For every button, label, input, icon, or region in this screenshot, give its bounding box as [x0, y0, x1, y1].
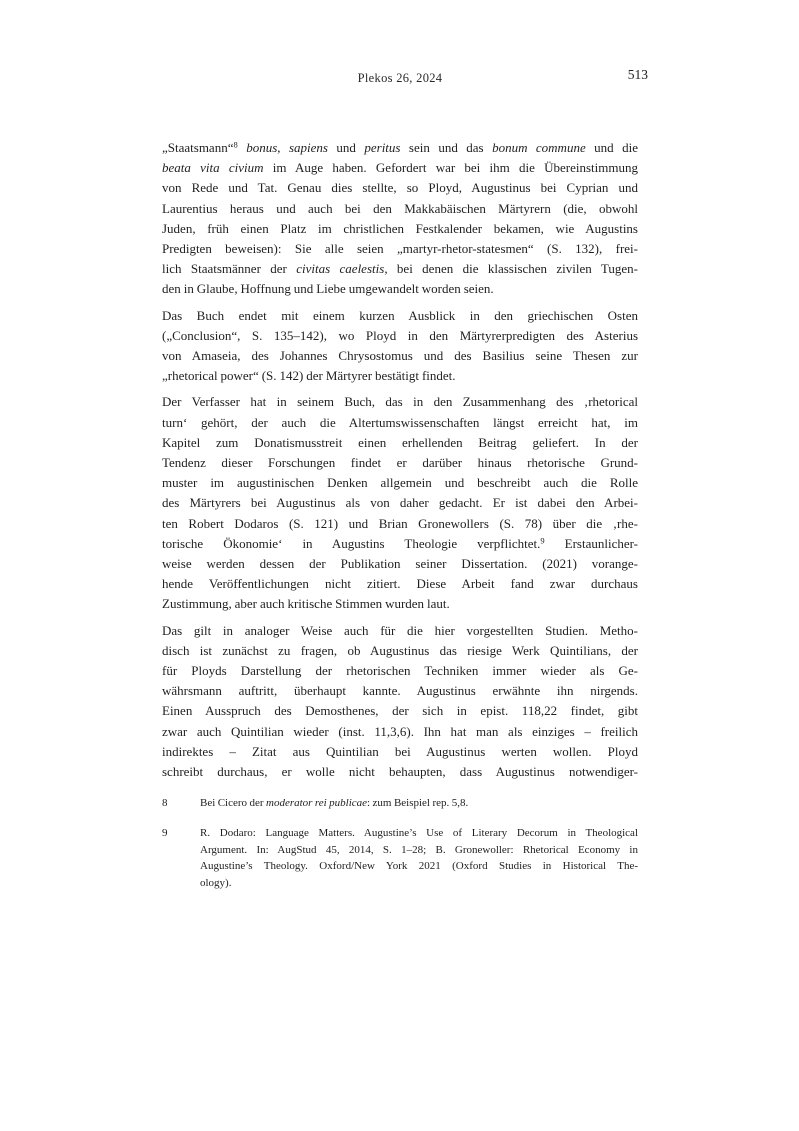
text-run: Das Buch endet mit einem kurzen Ausblick in den griechischen Osten [162, 307, 638, 323]
text-line [162, 279, 638, 299]
text-run: Kapitel zum Donatismusstreit einen erhellenden Beitrag geliefert. In der [162, 434, 638, 450]
text-run: Laurentius heraus und auch bei den Makkabäischen Märtyrern (die, obwohl [162, 200, 638, 216]
text-run: für Ployds Darstellung der rhetorischen Techniken immer wieder als Ge- [162, 663, 638, 679]
text-run: turn‘ gehört, der auch die Altertumswissenschaften längst erreicht hat, im [162, 414, 638, 430]
text-run: muster im augustinischen Denken allgemein und beschreibt auch die Rolle [162, 475, 638, 491]
text-line [162, 641, 638, 661]
text-run: Predigten beweisen): Sie alle seien „martyr-rhetor-statesmen“ (S. 132), frei- [162, 241, 638, 257]
text-run: und [327, 140, 365, 155]
footnote-section [162, 795, 638, 905]
text-line [162, 514, 638, 534]
text-line [162, 138, 638, 158]
text-run: hende Veröffentlichungen nicht zitiert. Diese Arbeit fand zwar durchaus [162, 576, 638, 592]
body-paragraph [162, 621, 638, 783]
italic-run: bonum commune [492, 140, 586, 155]
text-run: des Märtyrers bei Augustinus als von daher gedacht. Er ist dabei den Arbei- [162, 495, 638, 511]
text-run: von Rede und Tat. Genau dies stellte, so Ployd, Augustinus bei Cyprian und [162, 180, 638, 196]
text-run: schreibt durchaus, er wolle nicht behaupten, dass Augustinus notwendiger- [162, 764, 638, 780]
footnote-line [200, 825, 638, 842]
text-line [162, 178, 638, 198]
text-run: ten Robert Dodaros (S. 121) und Brian Gronewollers (S. 78) über die ‚rhe- [162, 515, 638, 531]
text-line [162, 239, 638, 259]
italic-run: moderator rei publicae [266, 797, 368, 809]
running-title: Plekos 26, 2024 [357, 71, 443, 85]
text-line [162, 762, 638, 782]
footnote-line [200, 795, 638, 812]
footnote [162, 795, 638, 812]
text-run: Das gilt in analoger Weise auch für die hier vorgestellten Studien. Metho- [162, 622, 638, 638]
text-line [162, 453, 638, 473]
page-number: 513 [627, 67, 648, 82]
footnote-number: 9 [162, 826, 168, 839]
text-run: währsmann auftritt, überhaupt kannte. Augustinus erwähnte ihn nirgends. [162, 683, 638, 699]
text-run [238, 140, 246, 155]
text-run: Argument. In: AugStud 45, 2014, S. 1–28; B. Gronewoller: Rhetorical Economy in [200, 843, 638, 856]
text-run: sein und das [400, 140, 493, 155]
text-run: von Amaseia, des Johannes Chrysostomus und des Basilius seine Thesen zur [162, 348, 638, 364]
body-paragraph [162, 306, 638, 387]
text-line [162, 722, 638, 742]
footnote-text [200, 795, 638, 812]
text-line [162, 199, 638, 219]
text-line [162, 392, 638, 412]
italic-run: sapiens [288, 140, 328, 155]
text-line [162, 433, 638, 453]
text-line [162, 366, 638, 386]
text-line [162, 742, 638, 762]
text-run: Augustine’s Theology. Oxford/New York 2021 (Oxford Studies in Historical The- [200, 860, 638, 873]
footnote-line [200, 842, 638, 859]
text-run: „rhetorical power“ (S. 142) der Märtyrer bestätigt findet. [162, 368, 456, 384]
italic-run: beata vita civium [162, 160, 264, 176]
text-run: („Conclusion“, S. 135–142), wo Ployd in den Märtyrerpredigten des Asterius [162, 327, 638, 343]
text-run: im Auge haben. Gefordert war bei ihm die Übereinstimmung [263, 160, 638, 176]
text-run: den in Glaube, Hoffnung und Liebe umgewandelt worden seien. [162, 281, 494, 297]
text-run: Erstaunlicher- [544, 535, 639, 551]
text-line [162, 346, 638, 366]
text-line [162, 534, 638, 554]
body-text [162, 138, 638, 788]
footnote-number: 8 [162, 797, 168, 809]
text-line [162, 574, 638, 594]
text-line [162, 681, 638, 701]
text-line [162, 594, 638, 614]
text-line [162, 554, 638, 574]
text-run: , [277, 140, 289, 155]
italic-run: civitas caelestis [296, 261, 385, 277]
italic-run: bonus [246, 140, 278, 155]
text-run: Einen Ausspruch des Demosthenes, der sich in epist. 118,22 findet, gibt [162, 703, 638, 719]
footnote-line [200, 875, 638, 892]
text-line [162, 621, 638, 641]
text-line [162, 219, 638, 239]
footnote-marker: 9 [540, 535, 545, 546]
text-run: Juden, früh einen Platz im christlichen Festkalender bekamen, wie Augustins [162, 220, 638, 236]
text-run: torische Ökonomie‘ in Augustins Theologie verpflichtet. [162, 535, 541, 551]
footnote-marker: 8 [233, 139, 238, 150]
text-run: „Staatsmann“ [162, 140, 234, 155]
text-line [162, 473, 638, 493]
text-run: R. Dodaro: Language Matters. Augustine’s Use of Literary Decorum in Theological [200, 826, 638, 839]
text-run: Zustimmung, aber auch kritische Stimmen wurden laut. [162, 596, 450, 612]
text-run: zwar auch Quintilian wieder (inst. 11,3,6). Ihn hat man als einziges – freilich [162, 723, 638, 739]
text-line [162, 259, 638, 279]
text-run: disch ist zunächst zu fragen, ob Augustinus das riesige Werk Quintilians, der [162, 642, 638, 658]
text-line [162, 493, 638, 513]
text-line [162, 701, 638, 721]
text-run: : zum Beispiel rep. 5,8. [367, 797, 469, 809]
text-run: Bei Cicero der [200, 797, 266, 809]
text-line [162, 326, 638, 346]
text-run: indirektes – Zitat aus Quintilian bei Augustinus werten wollen. Ployd [162, 743, 638, 759]
body-paragraph [162, 392, 638, 614]
text-run: Tendenz dieser Forschungen findet er darüber hinaus rhetorische Grund- [162, 455, 638, 471]
text-run: ology). [200, 877, 232, 890]
body-paragraph [162, 138, 638, 300]
text-run: lich Staatsmänner der [162, 261, 297, 277]
footnote [162, 825, 638, 892]
text-line [162, 306, 638, 326]
italic-run: peritus [364, 140, 401, 155]
footnote-text [200, 825, 638, 892]
text-run: und die [585, 140, 638, 155]
text-line [162, 661, 638, 681]
footnote-line [200, 858, 638, 875]
text-run: Der Verfasser hat in seinem Buch, das in den Zusammenhang des ‚rhetorical [162, 394, 638, 410]
text-line [162, 413, 638, 433]
text-run: weise werden dessen der Publikation seiner Dissertation. (2021) vorange- [162, 556, 638, 572]
text-line [162, 158, 638, 178]
text-run: , bei denen die klassischen zivilen Tugen- [384, 261, 638, 277]
